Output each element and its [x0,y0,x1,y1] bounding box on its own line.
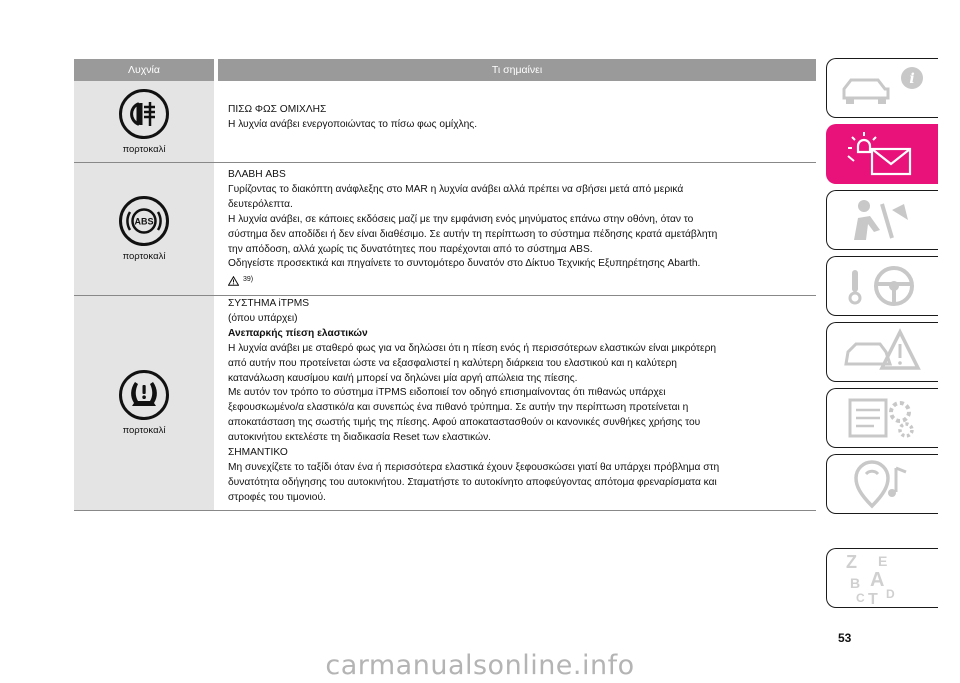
table-row [74,296,816,511]
svg-text:C: C [856,591,865,605]
svg-text:ABS: ABS [134,216,154,227]
row-text: την απόδοση, αλλά χωρίς τις δυνατότητες που παρέχονται από το σύστημα ABS. [228,243,593,255]
lamp-cell [74,163,214,295]
lamp-cell [74,81,214,162]
table-row [74,163,816,296]
table-header [74,59,816,81]
meaning-cell [218,296,816,510]
tire-pressure-icon [119,370,169,420]
row-title: ΒΛΑΒΗ ABS [228,169,286,180]
row-subtitle: Ανεπαρκής πίεση ελαστικών [228,327,368,339]
rear-fog-light-icon [119,89,169,139]
chapter-tab-maintenance[interactable] [826,388,938,448]
row-title: ΣΥΣΤΗΜΑ iTPMS [228,298,310,309]
row-text: Γυρίζοντας το διακόπτη ανάφλεξης στο MAR η λυχνία ανάβει αλλά πρέπει να σβήσει μετά από μερικά [228,183,684,195]
header-lamp: Λυχνία [74,59,214,81]
svg-text:D: D [886,587,895,601]
svg-text:T: T [868,591,878,608]
svg-text:A: A [870,569,885,591]
index-icon [826,548,938,608]
row-text: Μη συνεχίζετε το ταξίδι όταν ένα ή περισσότερα ελαστικά έχουν ξεφουσκώσει γιατί θα υπάρχει πρόβλημα στη [228,461,720,473]
warning-lights-table [74,59,816,511]
chapter-tab-safety[interactable] [826,190,938,250]
lamp-color-label: πορτοκαλί [122,425,166,436]
warning-reference [228,273,812,288]
chapter-tab-driving[interactable] [826,256,938,316]
chapter-tab-warning-lights[interactable] [826,124,938,184]
warning-lights-icon [826,124,938,184]
row-text: δυνατότητα οδήγησης του αυτοκινήτου. Σταματήστε το αυτοκίνητο αποφεύγοντας απότομα φρεναρίσματα και [228,476,717,488]
meaning-cell [218,81,816,162]
caution-triangle-icon [228,276,239,286]
safety-airbag-icon [826,190,938,250]
row-text: από αυτήν που προτείνεται ώστε να εξασφαλιστεί η καλύτερη διάρκεια του ελαστικού και η καλύτερη [228,357,677,369]
row-title: ΠΙΣΩ ΦΩΣ ΟΜΙΧΛΗΣ [228,104,327,115]
abs-warning-icon [119,196,169,246]
page-number: 53 [838,631,852,645]
chapter-tab-multimedia[interactable] [826,454,938,514]
lamp-cell [74,296,214,510]
header-meaning: Τι σημαίνει [218,59,816,81]
svg-text:Z: Z [846,552,857,572]
row-text: Με αυτόν τον τρόπο το σύστημα iTPMS ειδοποιεί τον οδηγό επισημαίνοντας ότι πιθανώς υπάρχει [228,387,666,399]
chapter-tab-info[interactable] [826,58,938,118]
row-text: Η λυχνία ανάβει, σε κάποιες εκδόσεις μαζί με την εμφάνιση ενός μηνύματος επάνω στην οθόνη, όταν το [228,213,694,225]
chapter-tab-emergency[interactable] [826,322,938,382]
steering-wheel-icon [826,256,938,316]
lamp-color-label: πορτοκαλί [122,251,166,262]
car-info-icon [826,58,938,118]
svg-text:B: B [850,575,861,591]
table-row [74,81,816,163]
row-text: δευτερόλεπτα. [228,198,293,210]
row-text: στροφές του τιμονιού. [228,491,326,503]
multimedia-icon [826,454,938,514]
row-text: Η λυχνία ανάβει ενεργοποιώντας το πίσω φως ομίχλης. [228,118,478,130]
chapter-tab-index[interactable] [826,548,938,608]
lamp-color-label: πορτοκαλί [122,143,166,155]
row-text: Η λυχνία ανάβει με σταθερό φως για να δηλώσει ότι η πίεση ενός ή περισσότερων ελαστικών είναι μικρότερη [228,342,717,354]
row-text: σύστημα δεν αποδίδει ή δεν είναι διαθέσιμο. Σε αυτήν τη περίπτωση το σύστημα πέδησης κρατά αμετάβλητη [228,228,718,240]
warning-ref-number: 39) [243,276,254,284]
row-text: κατανάλωση καυσίμου και/ή μπορεί να δηλώνει μία αργή απώλεια της πίεσης. [228,372,578,384]
emergency-icon [826,322,938,382]
meaning-cell [218,163,816,295]
row-text: αυτοκινήτου εκτελέστε τη διαδικασία Reset των ελαστικών. [228,432,491,444]
svg-text:E: E [878,553,888,569]
maintenance-icon [826,388,938,448]
watermark: carmanualsonline.info [325,650,635,681]
svg-text:i: i [909,71,915,87]
row-text: Οδηγείστε προσεκτικά και πηγαίνετε το συντομότερο δυνατόν στο Δίκτυο Τεχνικής Εξυπηρέτησης Abarth. [228,258,701,270]
row-note: (όπου υπάρχει) [228,312,298,324]
row-text: αποκατάσταση της σωστής τιμής της πίεσης. Αφού αποκαταστασθούν οι κανονικές συνθήκες χρήσης του [228,417,701,429]
row-text: ΣΗΜΑΝΤΙΚΟ [228,447,288,459]
row-text: ξεφουσκωμένο/α ελαστικό/α και συνεπώς ένα πιθανό τρύπημα. Σε αυτήν την περίπτωση προτείνεται η [228,402,689,414]
